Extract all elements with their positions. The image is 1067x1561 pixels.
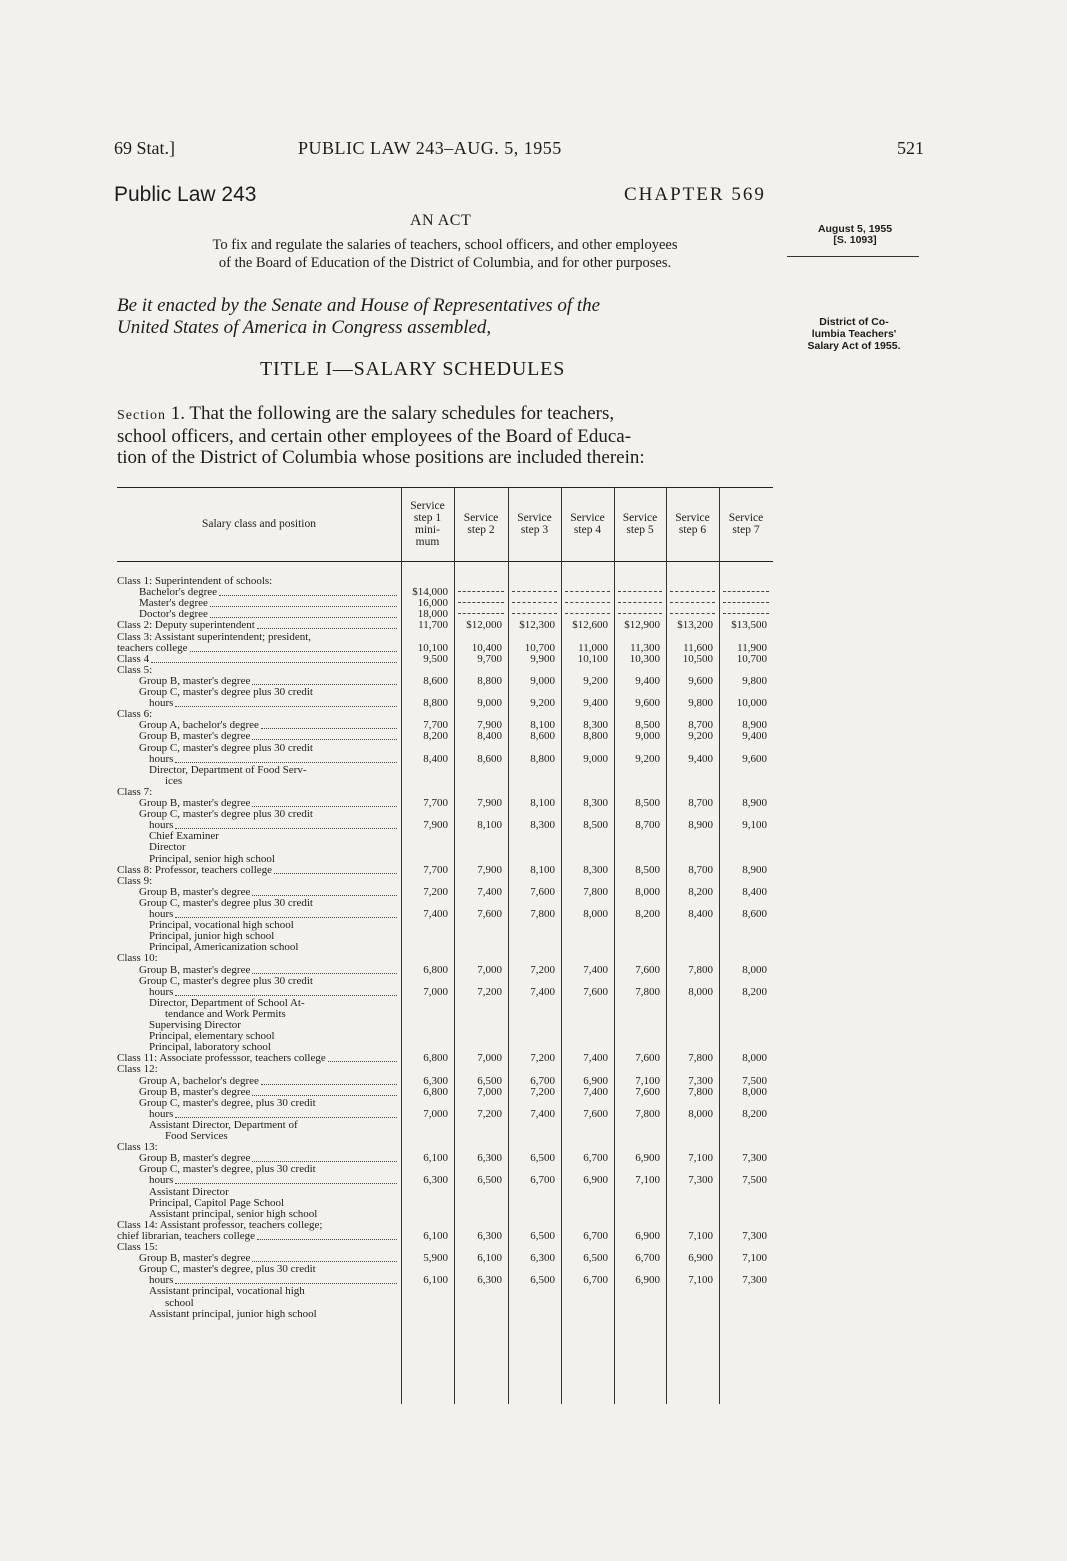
position-label: Group C, master's degree plus 30 credit (139, 686, 313, 698)
position-label: Principal, Capitol Page School (149, 1196, 285, 1209)
enacting-line: United States of America in Congress assembled, (117, 317, 492, 338)
position-label: Group C, master's degree plus 30 credit (139, 808, 313, 821)
position-label: Class 11: Associate professsor, teachers college (117, 1052, 326, 1065)
salary-cell: 7,200 (477, 1107, 502, 1120)
salary-cell: 10,100 (577, 652, 608, 665)
page-number: 521 (897, 138, 924, 158)
salary-cell: 6,300 (477, 1274, 502, 1287)
salary-cell: 9,500 (423, 652, 448, 665)
salary-cell: 6,500 (477, 1174, 502, 1187)
empty-cell-dash (512, 602, 557, 603)
salary-cell: 8,100 (530, 797, 555, 809)
salary-cell: $14,000 (412, 586, 448, 599)
salary-cell: 8,700 (688, 863, 713, 876)
position-label: Class 3: Assistant superintendent; president, (117, 630, 312, 643)
position-label: Principal, senior high school (149, 852, 275, 865)
position-label: Group C, master's degree plus 30 credit (139, 741, 313, 754)
salary-cell: 7,100 (688, 1152, 713, 1165)
salary-cell: 7,800 (530, 908, 555, 920)
salary-cell: 9,800 (688, 697, 713, 710)
empty-cell-dash (723, 613, 769, 614)
salary-cell: 7,700 (423, 863, 448, 876)
empty-cell-dash (618, 602, 662, 603)
position-label: Group C, master's degree, plus 30 credit (139, 1263, 316, 1276)
salary-cell: 8,700 (688, 719, 713, 732)
salary-cell: 10,400 (471, 641, 502, 654)
salary-cell: 7,800 (688, 1085, 713, 1098)
position-label: Class 2: Deputy superintendent (117, 619, 255, 632)
salary-cell: 6,100 (423, 1152, 448, 1165)
salary-cell: 8,100 (477, 819, 502, 832)
salary-cell: 9,000 (477, 697, 502, 710)
salary-cell: 9,400 (635, 674, 660, 687)
salary-cell: 7,100 (688, 1274, 713, 1287)
empty-cell-dash (723, 591, 769, 592)
salary-cell: 10,100 (417, 641, 448, 654)
salary-cell: 6,500 (583, 1252, 608, 1265)
position-label: Class 8: Professor, teachers college (117, 863, 273, 876)
position-label: teachers college (117, 641, 188, 654)
salary-cell: 9,600 (688, 674, 713, 687)
empty-cell-dash (565, 602, 610, 603)
salary-cell: 6,300 (423, 1074, 448, 1087)
salary-cell: 8,400 (742, 885, 767, 898)
header-service-step: Service step 1 mini- mum (410, 500, 445, 548)
salary-cell: 8,800 (583, 730, 608, 743)
section-line (117, 403, 777, 426)
salary-cell: 8,300 (583, 797, 608, 809)
salary-cell: 9,400 (742, 730, 767, 743)
salary-cell: 8,400 (688, 908, 713, 920)
salary-cell: 8,000 (742, 1085, 767, 1098)
salary-cell: 7,600 (477, 908, 502, 920)
salary-cell: 8,300 (583, 719, 608, 732)
position-label: hours (149, 697, 174, 710)
salary-cell: 8,800 (477, 674, 502, 687)
salary-cell: 7,300 (742, 1229, 767, 1242)
salary-cell: 9,100 (742, 819, 767, 832)
salary-cell: $13,200 (677, 619, 713, 632)
salary-cell: 8,000 (688, 1107, 713, 1120)
header-service-step: Service step 4 (570, 512, 605, 536)
position-label: Supervising Director (149, 1019, 241, 1031)
position-label: Group B, master's degree (139, 730, 251, 743)
header-service-step: Service step 3 (517, 512, 552, 536)
salary-cell: 10,300 (629, 652, 660, 665)
empty-cell-dash (565, 613, 610, 614)
salary-cell: 7,300 (742, 1152, 767, 1165)
header-service-step: Service step 2 (463, 512, 499, 536)
salary-cell: 8,800 (530, 752, 555, 765)
salary-cell: 6,500 (477, 1074, 502, 1087)
header-service-step: Service step 7 (728, 512, 764, 536)
margin-divider (787, 256, 919, 257)
salary-cell: 7,300 (742, 1274, 767, 1287)
section-label: Section (117, 408, 166, 423)
salary-cell: 6,900 (583, 1174, 608, 1187)
salary-cell: 7,800 (688, 963, 713, 976)
position-label: Class 13: (117, 1141, 158, 1154)
position-label: Group B, master's degree (139, 797, 251, 809)
position-label: Class 9: (117, 874, 153, 887)
position-label: Group B, master's degree (139, 1085, 251, 1098)
position-label: hours (149, 752, 174, 765)
salary-cell: 8,200 (742, 985, 767, 998)
salary-cell: 7,200 (530, 1085, 555, 1098)
salary-cell: 6,700 (583, 1274, 608, 1287)
margin-short-line: lumbia Teachers' (811, 328, 897, 340)
salary-cell: 9,200 (530, 697, 555, 710)
salary-cell: 10,700 (524, 641, 555, 654)
salary-cell: $12,300 (519, 619, 555, 632)
position-label: Assistant principal, vocational high (149, 1285, 305, 1298)
position-label: Group C, master's degree plus 30 credit (139, 896, 313, 909)
salary-cell: 6,500 (530, 1229, 555, 1242)
salary-cell: 7,000 (423, 1107, 448, 1120)
salary-cell: 7,500 (742, 1174, 767, 1187)
enacting-line: Be it enacted by the Senate and House of Representatives of the (117, 295, 601, 316)
position-label: Class 12: (117, 1063, 158, 1076)
salary-cell: 6,700 (530, 1074, 555, 1087)
salary-cell: 8,600 (530, 730, 555, 743)
salary-cell: 8,000 (742, 963, 767, 976)
salary-cell: 7,100 (635, 1174, 660, 1187)
salary-cell: 9,200 (635, 752, 660, 765)
salary-cell: 9,600 (635, 697, 660, 710)
salary-cell: 7,600 (530, 885, 555, 898)
position-label: Director, Department of Food Serv- (149, 763, 307, 776)
position-label: hours (149, 1274, 174, 1287)
margin-short-line: District of Co- (819, 316, 889, 328)
salary-cell: 7,400 (583, 1052, 608, 1065)
position-label: Director, Department of School At- (149, 996, 305, 1009)
salary-cell: 9,000 (635, 730, 660, 743)
margin-bill-number: [S. 1093] (833, 234, 877, 246)
stat-reference: 69 Stat.] (114, 138, 175, 158)
salary-cell: 9,400 (688, 752, 713, 765)
salary-cell: 6,300 (530, 1252, 555, 1265)
salary-cell: 6,700 (583, 1229, 608, 1242)
salary-cell: 7,600 (635, 1085, 660, 1098)
empty-cell-dash (512, 613, 557, 614)
salary-cell: $12,000 (466, 619, 502, 632)
position-label: hours (149, 1107, 174, 1120)
salary-cell: 10,700 (736, 652, 767, 665)
salary-cell: 6,500 (530, 1274, 555, 1287)
salary-cell: $12,900 (624, 619, 660, 632)
position-label: Group A, bachelor's degree (139, 1074, 259, 1087)
salary-cell: 6,800 (423, 1052, 448, 1065)
title-heading: TITLE I—SALARY SCHEDULES (260, 358, 566, 380)
position-label: hours (149, 819, 174, 832)
salary-cell: 9,000 (583, 752, 608, 765)
position-label: Doctor's degree (139, 608, 208, 621)
section-line-text: 1. That the following are the salary schedules for teachers, (166, 403, 615, 424)
salary-cell: 7,900 (477, 863, 502, 876)
salary-cell: 8,400 (477, 730, 502, 743)
salary-cell: 6,900 (635, 1229, 660, 1242)
salary-cell: 7,500 (742, 1074, 767, 1087)
salary-cell: 7,800 (688, 1052, 713, 1065)
position-label: Chief Examiner (149, 830, 219, 843)
position-label: Bachelor's degree (139, 586, 218, 599)
salary-schedule-table (117, 487, 773, 1404)
salary-cell: 10,000 (736, 697, 767, 710)
position-label: Principal, elementary school (149, 1030, 275, 1043)
salary-cell: 6,800 (423, 963, 448, 976)
salary-cell: 8,300 (583, 863, 608, 876)
salary-cell: 8,600 (477, 752, 502, 765)
position-label: Group C, master's degree, plus 30 credit (139, 1096, 316, 1109)
salary-cell: 7,800 (635, 985, 660, 998)
salary-cell: 8,200 (423, 730, 448, 743)
position-label: Group C, master's degree plus 30 credit (139, 974, 313, 987)
header-service-step: Service step 5 (622, 512, 658, 536)
salary-cell: 7,600 (583, 1107, 608, 1120)
salary-cell: 8,400 (423, 752, 448, 765)
salary-cell: 7,700 (423, 797, 448, 809)
salary-cell: 6,100 (423, 1274, 448, 1287)
empty-cell-dash (723, 602, 769, 603)
salary-cell: 7,700 (423, 719, 448, 732)
position-label: ices (165, 774, 183, 787)
salary-cell: 9,400 (583, 697, 608, 710)
position-label: Assistant Director (149, 1185, 229, 1198)
salary-cell: 7,400 (423, 908, 448, 920)
salary-cell: 6,100 (423, 1229, 448, 1242)
position-label: Assistant principal, senior high school (149, 1207, 318, 1220)
header-service-step: Service step 6 (675, 512, 710, 536)
purpose-line: To fix and regulate the salaries of teachers, school officers, and other employees (212, 237, 678, 253)
table-row (117, 1308, 773, 1320)
section-line: school officers, and certain other employees of the Board of Educa- (117, 426, 632, 447)
section-line: tion of the District of Columbia whose positions are included therein: (117, 447, 645, 468)
salary-cell: 11,300 (630, 641, 660, 654)
salary-cell: 8,100 (530, 863, 555, 876)
salary-cell: 7,400 (530, 985, 555, 998)
salary-cell: 9,200 (688, 730, 713, 743)
position-label: Group C, master's degree, plus 30 credit (139, 1163, 316, 1176)
salary-cell: 9,700 (477, 652, 502, 665)
salary-cell: 7,200 (477, 985, 502, 998)
position-label: tendance and Work Permits (165, 1007, 286, 1020)
empty-cell-dash (512, 591, 557, 592)
empty-cell-dash (458, 591, 504, 592)
salary-cell: 7,200 (423, 885, 448, 898)
position-label: Group A, bachelor's degree (139, 719, 259, 732)
salary-cell: 7,900 (423, 819, 448, 832)
header-position: Salary class and position (201, 518, 317, 530)
salary-cell: 6,500 (530, 1152, 555, 1165)
position-label: Class 14: Assistant professor, teachers college; (117, 1218, 323, 1231)
salary-cell: 8,200 (635, 908, 660, 920)
salary-cell: 8,500 (635, 797, 660, 809)
position-label: Group B, master's degree (139, 1152, 251, 1165)
salary-cell: 7,400 (583, 963, 608, 976)
purpose-line: of the Board of Education of the District of Columbia, and for other purposes. (218, 255, 672, 271)
salary-cell: 8,000 (742, 1052, 767, 1065)
salary-cell: 9,200 (583, 674, 608, 687)
position-label: Principal, vocational high school (149, 919, 294, 932)
position-label: Class 4 (117, 652, 150, 665)
salary-cell: 8,700 (635, 819, 660, 832)
salary-cell: 8,900 (688, 819, 713, 832)
salary-cell: 8,900 (742, 797, 767, 809)
salary-cell: 6,300 (423, 1174, 448, 1187)
salary-cell: 6,900 (635, 1152, 660, 1165)
salary-cell: 7,200 (530, 1052, 555, 1065)
salary-cell: 11,900 (737, 641, 767, 654)
salary-cell: 9,000 (530, 674, 555, 687)
an-act-heading: AN ACT (410, 212, 472, 229)
salary-cell: 11,000 (578, 641, 608, 654)
salary-cell: 7,000 (477, 963, 502, 976)
position-label: hours (149, 908, 174, 920)
position-label: Assistant Director, Department of (149, 1118, 298, 1131)
salary-cell: 8,500 (635, 863, 660, 876)
chapter-heading: CHAPTER 569 (624, 184, 766, 205)
position-label: Class 15: (117, 1241, 158, 1253)
position-label: Group B, master's degree (139, 1252, 251, 1265)
salary-cell: 7,900 (477, 797, 502, 809)
salary-cell: 6,900 (583, 1074, 608, 1087)
salary-cell: 7,000 (477, 1052, 502, 1065)
position-label: Principal, junior high school (149, 930, 275, 943)
position-label: Director (149, 841, 186, 854)
salary-cell: 7,600 (635, 963, 660, 976)
position-label: Principal, Americanization school (149, 941, 299, 954)
salary-cell: 7,400 (530, 1107, 555, 1120)
empty-cell-dash (670, 613, 715, 614)
salary-cell: 9,600 (742, 752, 767, 765)
salary-cell: 8,000 (688, 985, 713, 998)
salary-cell: 7,200 (530, 963, 555, 976)
salary-cell: 7,100 (688, 1229, 713, 1242)
running-head (114, 138, 924, 164)
salary-cell: 7,300 (688, 1074, 713, 1087)
salary-cell: 7,600 (635, 1052, 660, 1065)
margin-date-text: August 5, 1955 (817, 223, 893, 235)
position-label: Class 5: (117, 663, 153, 676)
salary-cell: 7,000 (423, 985, 448, 998)
salary-cell: 18,000 (417, 608, 448, 621)
salary-cell: 7,100 (742, 1252, 767, 1265)
act-purpose (117, 236, 773, 272)
margin-short-line: Salary Act of 1955. (807, 340, 901, 352)
salary-cell: 8,200 (742, 1107, 767, 1120)
salary-cell: 7,600 (583, 985, 608, 998)
salary-cell: 7,900 (477, 719, 502, 732)
margin-note-date (790, 224, 920, 246)
empty-cell-dash (618, 591, 662, 592)
salary-cell: 7,000 (477, 1085, 502, 1098)
enacting-clause (117, 295, 777, 339)
position-label: Class 1: Superintendent of schools: (117, 575, 273, 587)
salary-cell: 6,800 (423, 1085, 448, 1098)
salary-cell: 7,100 (635, 1074, 660, 1087)
salary-cell: 8,700 (688, 797, 713, 809)
salary-cell: 9,900 (530, 652, 555, 665)
salary-cell: 6,700 (583, 1152, 608, 1165)
salary-cell: 6,100 (477, 1252, 502, 1265)
position-label: Class 6: (117, 708, 153, 721)
empty-cell-dash (458, 613, 504, 614)
running-head-law: PUBLIC LAW 243–AUG. 5, 1955 (298, 138, 562, 158)
position-label: Master's degree (139, 597, 208, 610)
salary-cell: 8,600 (742, 908, 767, 920)
position-label: Principal, laboratory school (149, 1041, 271, 1054)
salary-cell: 8,900 (742, 863, 767, 876)
position-label: Class 7: (117, 785, 153, 798)
position-label: school (165, 1296, 194, 1309)
empty-cell-dash (670, 602, 715, 603)
margin-note-short-title (784, 316, 924, 352)
position-label: Food Services (165, 1130, 228, 1142)
salary-cell: $13,500 (731, 619, 767, 632)
salary-cell: 8,600 (423, 674, 448, 687)
salary-cell: 6,900 (635, 1274, 660, 1287)
salary-cell: 8,200 (688, 885, 713, 898)
salary-cell: 8,500 (635, 719, 660, 732)
salary-cell: 6,700 (530, 1174, 555, 1187)
salary-cell: 7,400 (477, 885, 502, 898)
salary-cell: 7,400 (583, 1085, 608, 1098)
salary-cell: 10,500 (682, 652, 713, 665)
salary-cell: 7,800 (583, 885, 608, 898)
position-label: hours (149, 1174, 174, 1187)
salary-cell: 6,300 (477, 1229, 502, 1242)
salary-cell: 11,600 (683, 641, 713, 654)
salary-cell: 8,100 (530, 719, 555, 732)
salary-cell: 16,000 (417, 597, 448, 610)
empty-cell-dash (618, 613, 662, 614)
salary-cell: 8,300 (530, 819, 555, 832)
empty-cell-dash (458, 602, 504, 603)
empty-cell-dash (670, 591, 715, 592)
position-label: Assistant principal, junior high school (149, 1307, 317, 1320)
salary-cell: 7,800 (635, 1107, 660, 1120)
position-label: Group B, master's degree (139, 674, 251, 687)
salary-cell: 8,900 (742, 719, 767, 732)
public-law-title: Public Law 243 (114, 183, 257, 206)
position-label: Group B, master's degree (139, 963, 251, 976)
salary-cell: 7,300 (688, 1174, 713, 1187)
salary-cell: 8,800 (423, 697, 448, 710)
salary-cell: $12,600 (572, 619, 608, 632)
salary-cell: 11,700 (418, 619, 448, 632)
position-label: hours (149, 985, 174, 998)
salary-cell: 9,800 (742, 674, 767, 687)
salary-cell: 6,900 (688, 1252, 713, 1265)
section-1-text (117, 403, 777, 468)
position-label: Class 10: (117, 952, 158, 965)
position-label: chief librarian, teachers college (117, 1229, 256, 1242)
salary-cell: 5,900 (423, 1252, 448, 1265)
salary-cell: 6,300 (477, 1152, 502, 1165)
salary-cell: 6,700 (635, 1252, 660, 1265)
salary-cell: 8,000 (583, 908, 608, 920)
empty-cell-dash (565, 591, 610, 592)
salary-cell: 8,500 (583, 819, 608, 832)
table-header-rule (117, 561, 773, 562)
salary-cell: 8,000 (635, 885, 660, 898)
position-label: Group B, master's degree (139, 885, 251, 898)
